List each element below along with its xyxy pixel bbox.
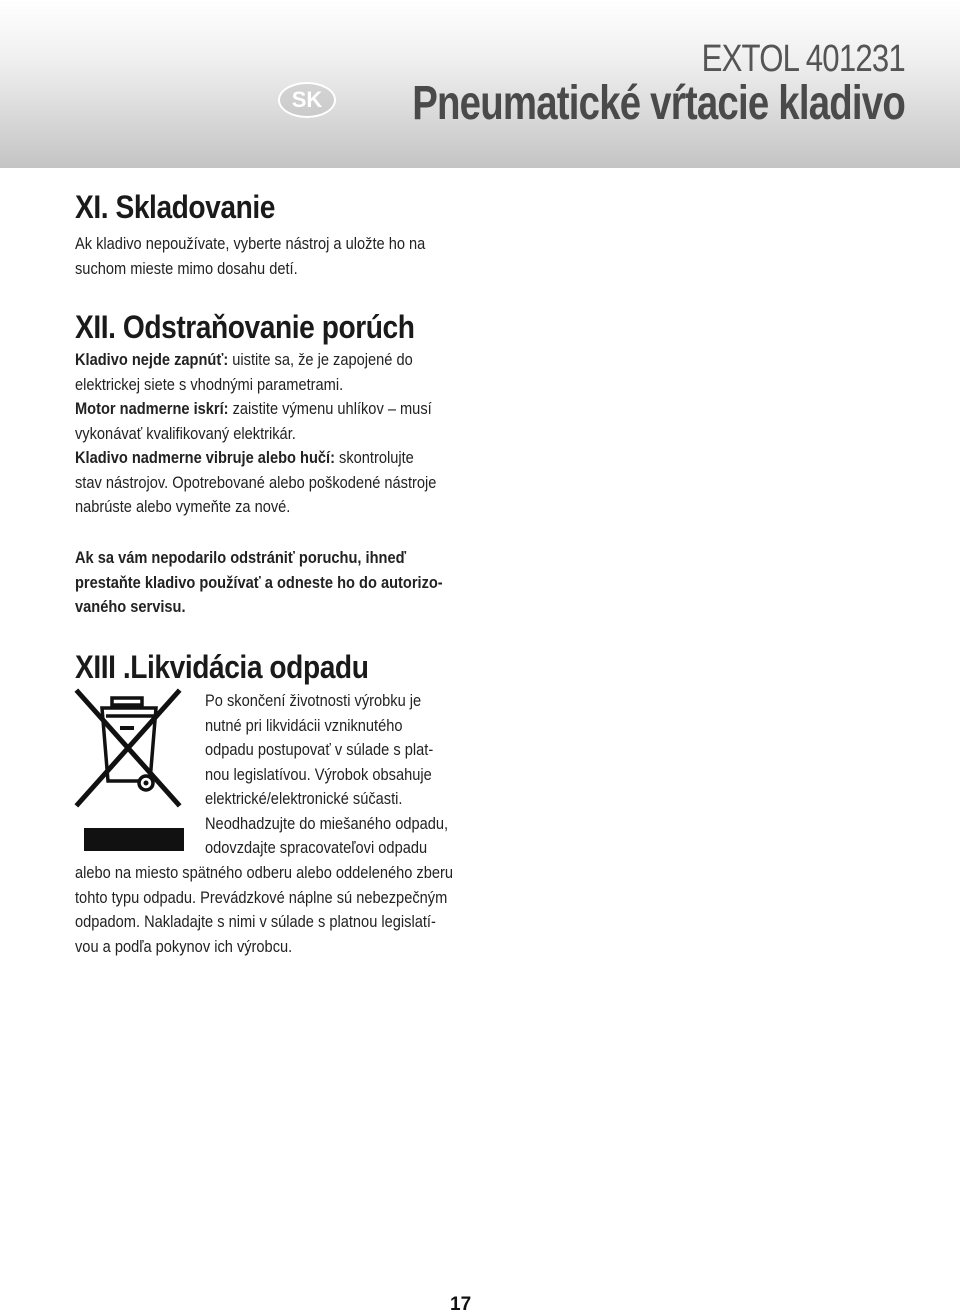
text-line: prestaňte kladivo používať a odneste ho do autorizo- xyxy=(75,572,443,592)
text-line: odpadom. Nakladajte s nimi v súlade s platnou legislatí- xyxy=(75,912,436,931)
page-header xyxy=(0,0,960,168)
product-title: Pneumatické vŕtacie kladivo xyxy=(412,77,905,130)
issue-text: uistite sa, že je zapojené do xyxy=(228,350,413,369)
text-line: alebo na miesto spätného odberu alebo oddeleného zberu xyxy=(75,863,453,882)
text-line xyxy=(75,397,459,422)
issue-label: Motor nadmerne iskrí: xyxy=(75,399,229,418)
disposal-side-text xyxy=(205,689,465,861)
text-line: Ak kladivo nepoužívate, vyberte nástroj a uložte ho na xyxy=(75,234,426,253)
text-line xyxy=(75,348,459,373)
text-line: odpadu postupovať v súlade s plat- xyxy=(205,740,434,759)
text-line: suchom mieste mimo dosahu detí. xyxy=(75,258,298,278)
text-line xyxy=(75,446,459,471)
issue-text: zaistite výmenu uhlíkov – musí xyxy=(228,399,432,418)
section-heading-disposal: XIII .Likvidácia odpadu xyxy=(75,649,369,685)
issue-text: elektrickej siete s vhodnými parametrami. xyxy=(75,374,344,394)
product-model: EXTOL 401231 xyxy=(701,38,905,80)
storage-paragraph xyxy=(75,232,460,281)
troubleshooting-paragraph xyxy=(75,348,460,520)
text-line: tohto typu odpadu. Prevádzkové náplne sú nebezpečným xyxy=(75,887,448,907)
crossed-out-wheelie-bin-icon xyxy=(72,686,184,812)
issue-text: vykonávať kvalifikovaný elektrikár. xyxy=(75,423,296,443)
issue-text: stav nástrojov. Opotrebované alebo poškodené nástroje xyxy=(75,472,437,492)
disposal-full-text xyxy=(75,861,465,959)
text-line xyxy=(75,495,459,520)
text-line: Neodhadzujte do miešaného odpadu, xyxy=(205,813,449,833)
text-line: vaného servisu. xyxy=(75,597,186,616)
weee-marking-bar xyxy=(84,828,184,851)
text-line: Po skončení životnosti výrobku je xyxy=(205,691,422,710)
text-line: Ak sa vám nepodarilo odstrániť poruchu, ihneď xyxy=(75,548,407,567)
issue-label: Kladivo nadmerne vibruje alebo hučí: xyxy=(75,448,335,467)
service-note xyxy=(75,546,460,620)
section-heading-storage: XI. Skladovanie xyxy=(75,189,275,225)
text-line: nou legislatívou. Výrobok obsahuje xyxy=(205,764,432,784)
text-line: elektrické/elektronické súčasti. xyxy=(205,789,403,808)
text-line xyxy=(75,422,459,447)
text-line xyxy=(75,373,459,398)
text-line: odovzdajte spracovateľovi odpadu xyxy=(205,838,428,857)
issue-text: skontrolujte xyxy=(334,448,414,467)
text-line: nutné pri likvidácii vzniknutého xyxy=(205,715,403,735)
issue-label: Kladivo nejde zapnúť: xyxy=(75,350,229,369)
language-badge: SK xyxy=(278,82,336,118)
text-line xyxy=(75,471,459,496)
text-line: vou a podľa pokynov ich výrobcu. xyxy=(75,936,293,956)
issue-text: nabrúste alebo vymeňte za nové. xyxy=(75,497,291,516)
page-number: 17 xyxy=(450,1294,472,1315)
section-heading-troubleshooting: XII. Odstraňovanie porúch xyxy=(75,309,415,345)
